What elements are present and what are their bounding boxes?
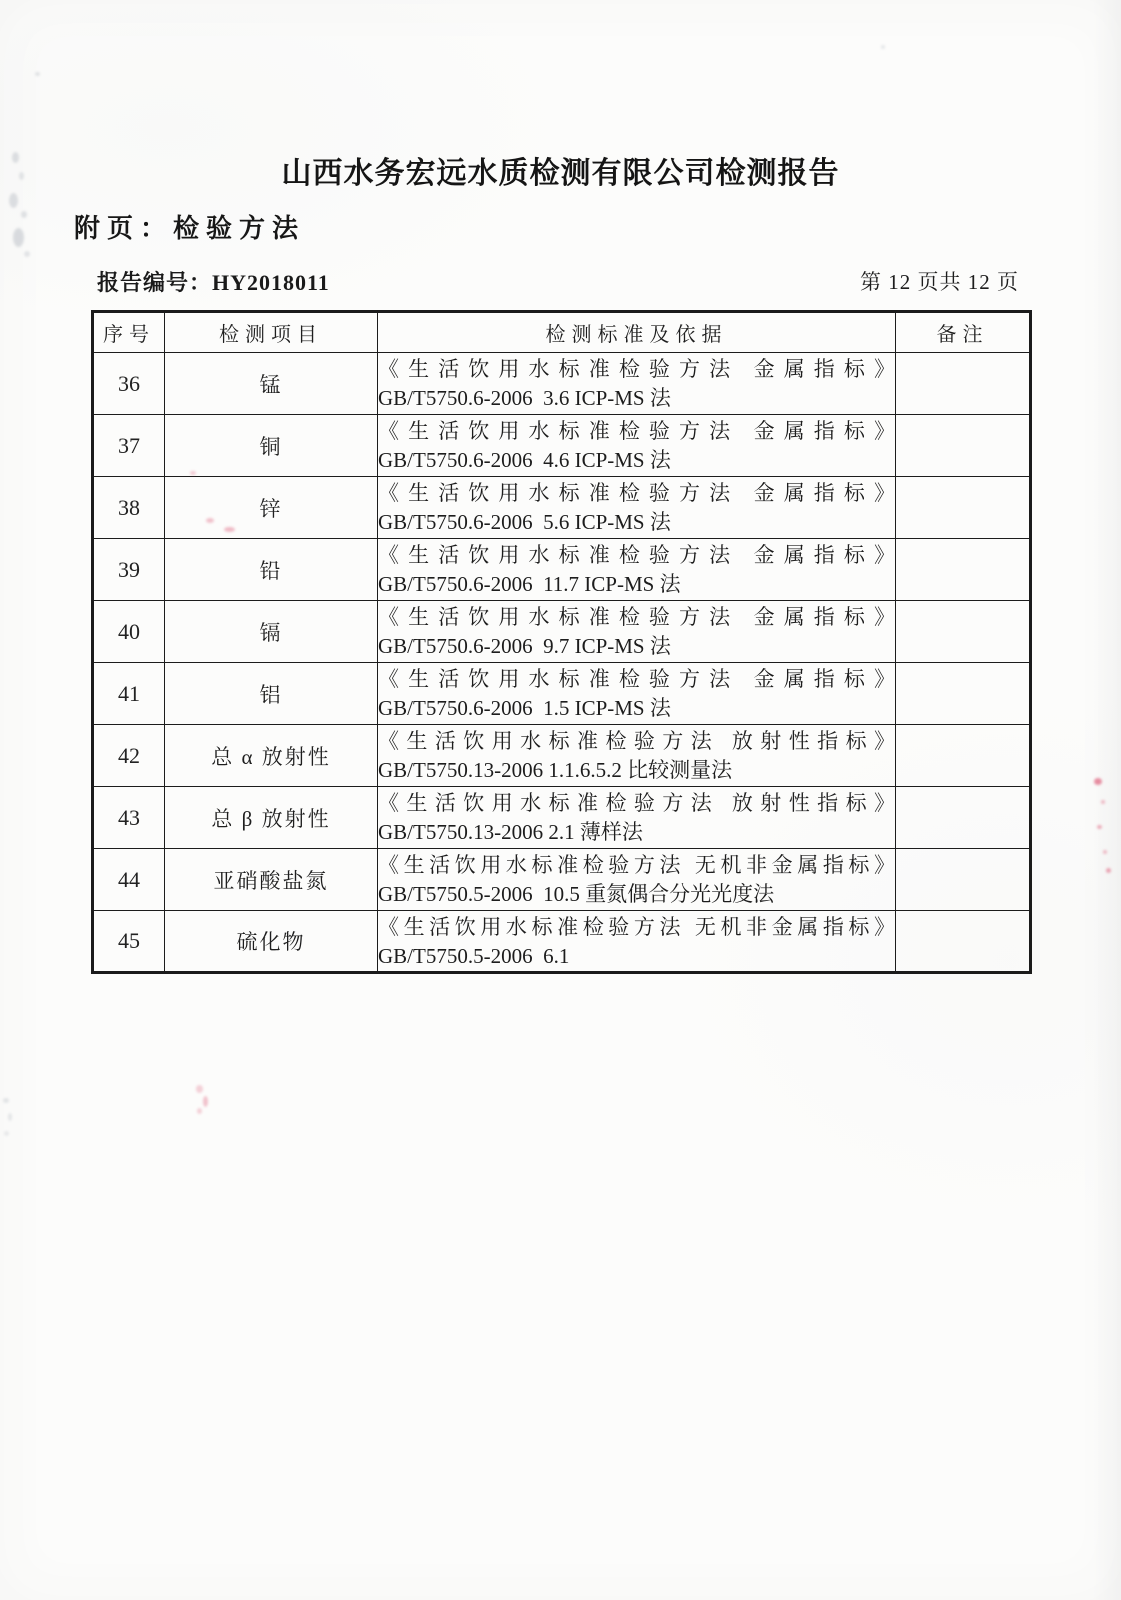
test-item-cell: 亚硝酸盐氮 bbox=[165, 849, 378, 911]
standard-line-1: 《生活饮用水标准检验方法 放射性指标》 bbox=[378, 729, 895, 753]
standard-line-2: GB/T5750.6-2006 3.6 ICP-MS 法 bbox=[378, 386, 671, 410]
table-row bbox=[93, 477, 1031, 539]
standard-line-2: GB/T5750.6-2006 9.7 ICP-MS 法 bbox=[378, 634, 671, 658]
standard-line-2: GB/T5750.13-2006 2.1 薄样法 bbox=[378, 820, 643, 844]
standard-line-1: 《生活饮用水标准检验方法 无机非金属指标》 bbox=[378, 914, 895, 939]
page-indicator: 第 12 页共 12 页 bbox=[860, 270, 1019, 294]
ink-stain bbox=[196, 1085, 203, 1093]
scan-smudge bbox=[9, 193, 18, 208]
test-item-cell: 锰 bbox=[165, 353, 378, 415]
scan-smudge bbox=[881, 45, 885, 49]
header-cell-item: 检测项目 bbox=[165, 312, 378, 353]
standard-cell bbox=[378, 353, 896, 415]
test-item-cell: 总 α 放射性 bbox=[165, 725, 378, 787]
standard-line-1: 《生活饮用水标准检验方法 无机非金属指标》 bbox=[378, 853, 895, 877]
standard-cell bbox=[378, 477, 896, 539]
standard-line-1: 《生活饮用水标准检验方法 金属指标》 bbox=[378, 543, 895, 567]
header-cell-standard: 检测标准及依据 bbox=[378, 312, 896, 353]
table-row bbox=[93, 539, 1031, 601]
test-item-cell: 锌 bbox=[165, 477, 378, 539]
standard-line-1: 《生活饮用水标准检验方法 金属指标》 bbox=[378, 481, 895, 505]
standard-line-2: GB/T5750.6-2006 5.6 ICP-MS 法 bbox=[378, 510, 671, 534]
row-number-cell: 42 bbox=[93, 725, 165, 787]
scan-smudge bbox=[21, 211, 27, 218]
test-item-cell: 铝 bbox=[165, 663, 378, 725]
standard-cell bbox=[378, 601, 896, 663]
ink-stain bbox=[1094, 778, 1102, 785]
scan-smudge bbox=[4, 1131, 9, 1136]
table-header-row bbox=[93, 312, 1031, 353]
table-row bbox=[93, 353, 1031, 415]
scan-smudge bbox=[8, 1113, 12, 1121]
row-number-cell: 36 bbox=[93, 353, 165, 415]
standard-line-2: GB/T5750.5-2006 10.5 重氮偶合分光光度法 bbox=[378, 882, 775, 906]
report-number bbox=[97, 266, 330, 297]
note-cell bbox=[896, 415, 1031, 477]
ink-stain bbox=[203, 1096, 208, 1107]
note-cell bbox=[896, 601, 1031, 663]
note-cell bbox=[896, 725, 1031, 787]
page-title: 山西水务宏远水质检测有限公司检测报告 bbox=[281, 157, 840, 190]
row-number-cell: 43 bbox=[93, 787, 165, 849]
ink-stain bbox=[1097, 825, 1102, 829]
table-row bbox=[93, 415, 1031, 477]
standard-line-2: GB/T5750.6-2006 11.7 ICP-MS 法 bbox=[378, 572, 681, 596]
header-cell-note: 备注 bbox=[896, 312, 1031, 353]
report-number-value: HY2018011 bbox=[212, 270, 330, 295]
standard-line-2: GB/T5750.6-2006 4.6 ICP-MS 法 bbox=[378, 448, 671, 472]
scan-smudge bbox=[13, 228, 24, 247]
test-item-cell: 铜 bbox=[165, 415, 378, 477]
table-row bbox=[93, 787, 1031, 849]
scan-smudge bbox=[24, 251, 30, 257]
note-cell bbox=[896, 787, 1031, 849]
report-number-label: 报告编号： bbox=[97, 270, 213, 295]
standard-line-1: 《生活饮用水标准检验方法 放射性指标》 bbox=[378, 791, 895, 815]
note-cell bbox=[896, 477, 1031, 539]
standard-cell bbox=[378, 663, 896, 725]
row-number-cell: 45 bbox=[93, 911, 165, 973]
table-row bbox=[93, 663, 1031, 725]
row-number-cell: 37 bbox=[93, 415, 165, 477]
test-item-cell: 镉 bbox=[165, 601, 378, 663]
standard-line-1: 《生活饮用水标准检验方法 金属指标》 bbox=[378, 357, 895, 381]
row-number-cell: 44 bbox=[93, 849, 165, 911]
note-cell bbox=[896, 911, 1031, 973]
scan-smudge bbox=[35, 72, 40, 76]
table-row bbox=[93, 725, 1031, 787]
ink-stain bbox=[1106, 868, 1111, 873]
row-number-cell: 39 bbox=[93, 539, 165, 601]
table-row bbox=[93, 849, 1031, 911]
standard-cell bbox=[378, 911, 896, 973]
standard-cell bbox=[378, 787, 896, 849]
standard-line-2: GB/T5750.13-2006 1.1.6.5.2 比较测量法 bbox=[378, 758, 733, 782]
standard-cell bbox=[378, 725, 896, 787]
ink-stain bbox=[1103, 850, 1107, 854]
ink-stain bbox=[197, 1108, 202, 1114]
note-cell bbox=[896, 663, 1031, 725]
scan-smudge bbox=[3, 1098, 9, 1103]
standard-cell bbox=[378, 849, 896, 911]
standard-cell bbox=[378, 539, 896, 601]
table-body bbox=[93, 353, 1031, 973]
note-cell bbox=[896, 849, 1031, 911]
header-cell-number: 序号 bbox=[93, 312, 165, 353]
methods-table bbox=[91, 310, 1032, 974]
standard-cell bbox=[378, 415, 896, 477]
test-item-cell: 硫化物 bbox=[165, 911, 378, 973]
row-number-cell: 38 bbox=[93, 477, 165, 539]
note-cell bbox=[896, 539, 1031, 601]
row-number-cell: 41 bbox=[93, 663, 165, 725]
test-item-cell: 铅 bbox=[165, 539, 378, 601]
page-subtitle: 附页：检验方法 bbox=[74, 214, 306, 243]
standard-line-1: 《生活饮用水标准检验方法 金属指标》 bbox=[378, 605, 895, 629]
standard-line-2: GB/T5750.5-2006 6.1 bbox=[378, 943, 570, 968]
standard-line-1: 《生活饮用水标准检验方法 金属指标》 bbox=[378, 419, 895, 443]
test-item-cell: 总 β 放射性 bbox=[165, 787, 378, 849]
standard-line-2: GB/T5750.6-2006 1.5 ICP-MS 法 bbox=[378, 696, 671, 720]
row-number-cell: 40 bbox=[93, 601, 165, 663]
table-row bbox=[93, 911, 1031, 973]
note-cell bbox=[896, 353, 1031, 415]
table-row bbox=[93, 601, 1031, 663]
standard-line-1: 《生活饮用水标准检验方法 金属指标》 bbox=[378, 667, 895, 691]
ink-stain bbox=[1101, 800, 1105, 804]
